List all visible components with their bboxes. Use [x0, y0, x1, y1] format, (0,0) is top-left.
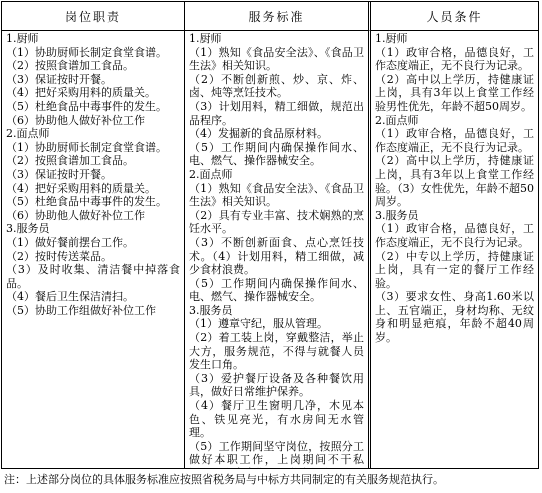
cell-line: （2）着工装上岗，穿戴整洁，举止大方，服务规范，不得与就餐人员发生口角。: [189, 331, 364, 372]
cell-line: （2）高中以上学历，持健康证上岗，具有3年以上食堂工作经验。（3）女性优先，年龄不超50周岁。: [375, 154, 534, 209]
header-standards: 服务标准: [185, 2, 371, 31]
cell-line: （2）高中以上学历，持健康证上岗，具有3年以上食堂工作经验男性优先，年龄不超50周岁。: [375, 72, 534, 113]
cell-line: （1）熟知《食品安全法》、《食品卫生法》相关知识。: [189, 45, 364, 73]
cell-line: 2.面点师: [375, 113, 419, 127]
cell-line: 3.服务员: [375, 208, 419, 222]
cell-line: （3）计划用料，精工细做，规范出品程序。: [189, 99, 364, 127]
cell-line: （3）要求女性、身高1.60米以上、五官端正，身材均称、无纹身和明显疤痕，年龄不超40周岁。: [375, 290, 534, 345]
cell-line: 3.服务员: [189, 303, 233, 317]
header-duties: 岗位职责: [2, 2, 185, 31]
cell-line: （3）及时收集、清洁餐中掉落食品。: [6, 263, 180, 290]
cell-line: （5）工作期间内确保操作间水、电、燃气、操作器械安全。: [189, 276, 364, 304]
cell-line: （5）杜绝食品中毒事件的发生。: [6, 99, 167, 113]
cell-line: （1）协助厨师长制定食堂食谱。: [6, 45, 167, 59]
cell-line: 3.服务员: [6, 222, 50, 236]
cell-line: （1）政审合格，品德良好，工作态度端正，无不良行为记录。: [375, 127, 534, 154]
cell-line: （4）餐后卫生保洁清扫。: [6, 290, 134, 304]
cell-line: （2）按时传送菜品。: [6, 249, 112, 263]
cell-line: 1.厨师: [6, 32, 39, 45]
cell-line: 2.面点师: [6, 127, 50, 141]
requirements-column: [371, 31, 538, 468]
cell-line: 1.厨师: [375, 32, 408, 45]
service-table: [1, 1, 539, 469]
cell-line: （3）保证按时开餐。: [6, 167, 112, 181]
cell-line: （1）做好餐前摆台工作。: [6, 235, 134, 249]
duties-column: [2, 31, 185, 468]
header-requirements: 人员条件: [371, 2, 538, 31]
cell-line: （6）协助他人做好补位工作: [6, 208, 145, 222]
cell-line: （3）爱护餐厅设备及各种餐饮用具，做好日常维护保养。: [189, 371, 364, 399]
cell-line: （2）具有专业丰富、技术娴熟的烹饪水平。: [189, 208, 364, 236]
cell-line: （2）按照食谱加工食品。: [6, 59, 134, 73]
cell-line: 2.面点师: [189, 167, 233, 181]
cell-line: （1）政审合格，品德良好，工作态度端正，无不良行为记录。: [375, 222, 534, 249]
cell-line: 1.厨师: [189, 32, 222, 45]
cell-line: （4）餐厅卫生窗明几净，木见本色、铁见亮光，有水房间无水管理。: [189, 399, 364, 440]
standards-column: [185, 31, 371, 468]
cell-line: （6）协助他人做好补位工作: [6, 113, 145, 127]
cell-line: （1）协助厨师长制定食堂食谱。: [6, 140, 167, 154]
cell-line: （5）协助工作组做好补位工作: [6, 303, 156, 317]
cell-line: （2）不断创新煎、炒、京、炸、卤、炖等烹饪技术。: [189, 72, 364, 100]
cell-line: （4）把好采购用料的质量关。: [6, 181, 156, 195]
cell-line: （4）发掘新的食品原材料。: [189, 127, 328, 141]
cell-line: （2）按照食谱加工食品。: [6, 154, 134, 168]
footnote: 注：上述部分岗位的具体服务标准应按照省税务局与中标方共同制定的有关服务规范执行。: [4, 473, 444, 486]
cell-line: （3）保证按时开餐。: [6, 72, 112, 86]
cell-line: （5）工作期间内确保操作间水、电、燃气、操作器械安全。: [189, 140, 364, 168]
cell-line: （1）熟知《食品安全法》、《食品卫生法》相关知识。: [189, 181, 364, 209]
cell-line: （1）政审合格，品德良好，工作态度端正，无不良行为记录。: [375, 45, 534, 73]
cell-line: （1）遵章守纪，服从管理。: [189, 317, 328, 331]
cell-line: （2）中专以上学历，持健康证上岗，具有一定的餐厅工作经验。: [375, 249, 534, 290]
cell-line: （4）把好采购用料的质量关。: [6, 86, 156, 100]
cell-line: （3）不断创新面食、点心烹饪技术。（4）计划用料，精工细做，减少食材浪费。: [189, 235, 364, 277]
cell-line: （5）杜绝食品中毒事件的发生。: [6, 195, 167, 209]
cell-line: （5）工作期间坚守岗位，按照分工做好本职工作，上岗期间不干私: [189, 439, 364, 467]
